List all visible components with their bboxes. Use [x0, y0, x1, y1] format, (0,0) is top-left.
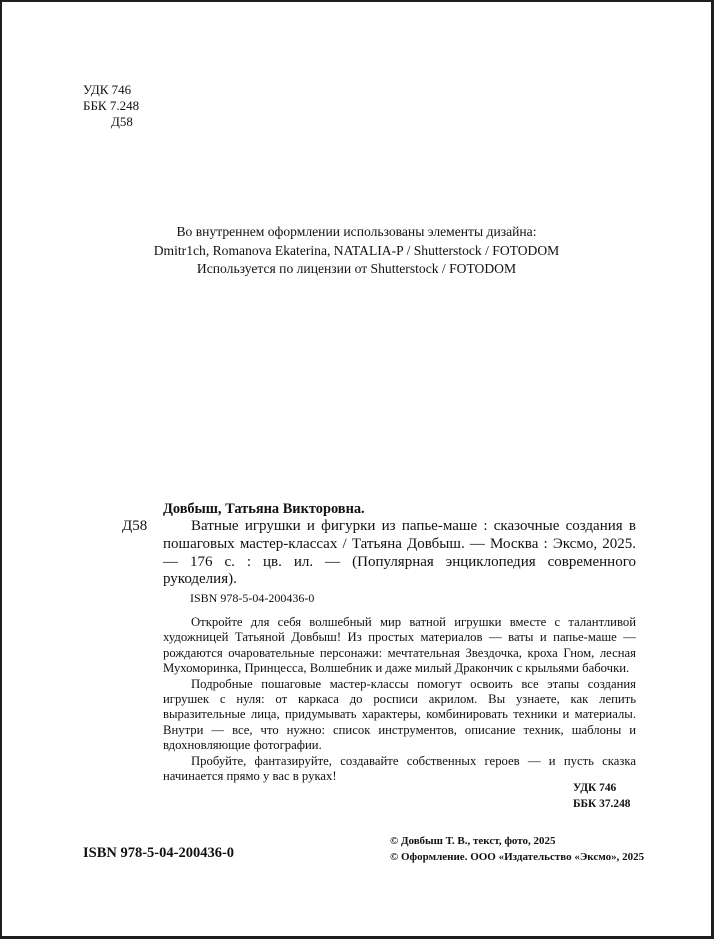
- copyright-text: © Довбыш Т. В., текст, фото, 2025: [390, 835, 556, 847]
- bibliographic-entry: Ватные игрушки и фигурки из папье-маше : сказочные создания в пошаговых мастер-классах / Татьяна Довбыш. — Москва : Эксмо, 2025. — 176 с. : цв. ил. — (Популярная энциклопедия современного рукоделия).: [163, 518, 636, 588]
- author-code: Д58: [111, 114, 133, 129]
- bibliographic-author: Довбыш, Татьяна Викторовна.: [163, 501, 365, 517]
- imprint-page: [2, 2, 711, 936]
- udk-code: УДК 746: [573, 782, 617, 794]
- design-credits: [2, 223, 711, 279]
- annotation-paragraph: Пробуйте, фантазируйте, создавайте собственных героев — и пусть сказка начинается прямо у вас в руках!: [163, 753, 636, 784]
- udk-code: УДК 746: [83, 82, 132, 97]
- annotation-paragraph: Откройте для себя волшебный мир ватной игрушки вместе с талантливой художницей Татьяной Довбыш! Из простых материалов — ваты и папье-маше — рождаются очаровательные персонажи: мечтательная Звездочка, кроха Гном, лесная Мухоморинка, Принцесса, Волшебник и даже милый Дракончик с крыльями бабочки.: [163, 615, 636, 676]
- classification-codes-top: [83, 82, 139, 130]
- annotation: [163, 615, 636, 784]
- bbk-code: ББК 7.248: [83, 98, 140, 113]
- design-credits-line: Используется по лицензии от Shutterstock / FOTODOM: [196, 261, 517, 276]
- design-credits-line: Dmitr1ch, Romanova Ekaterina, NATALIA-P / Shutterstock / FOTODOM: [153, 242, 560, 258]
- classification-codes-bottom: [573, 781, 631, 812]
- bbk-code: ББК 37.248: [573, 797, 631, 810]
- design-credits-line: Во внутреннем оформлении использованы элементы дизайна:: [176, 224, 537, 239]
- copyright-design: © Оформление. ООО «Издательство «Эксмо», 2025: [390, 850, 645, 863]
- copyright-block: [390, 834, 644, 865]
- bibliographic-isbn: ISBN 978-5-04-200436-0: [190, 591, 315, 605]
- annotation-paragraph: Подробные пошаговые мастер-классы помогут освоить все этапы создания игрушек с нуля: от каркаса до росписи акрилом. Вы узнаете, как лепить выразительные лица, придумывать характеры, комбинировать техники и материалы. Внутри — все, что нужно: список инструментов, описание техник, шаблоны и вдохновляющие фотографии.: [163, 676, 636, 753]
- footer-isbn: ISBN 978-5-04-200436-0: [83, 845, 235, 861]
- bibliographic-author-code: Д58: [122, 518, 148, 534]
